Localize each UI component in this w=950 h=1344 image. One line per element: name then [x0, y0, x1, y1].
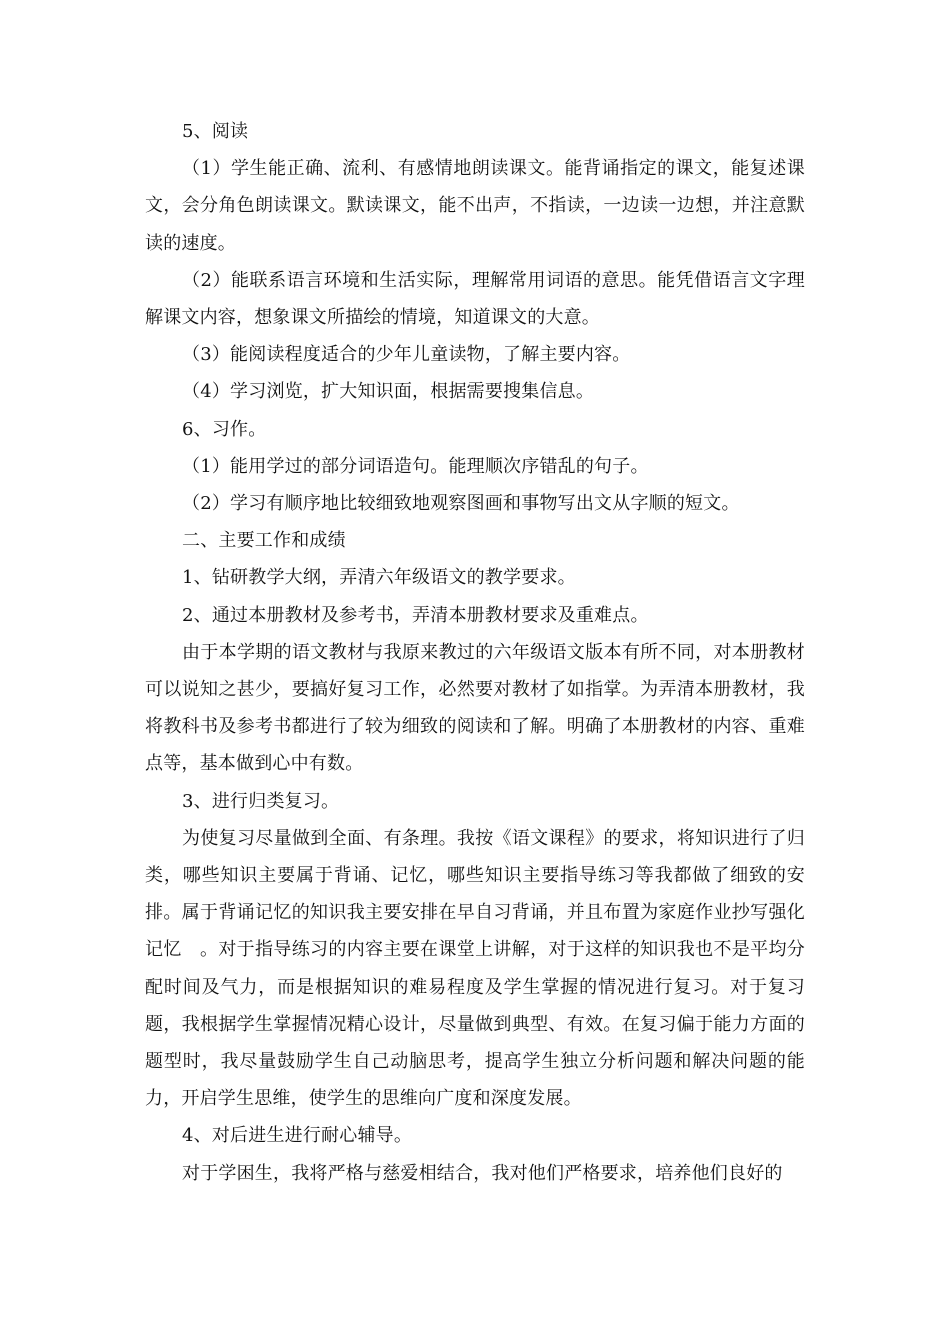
reading-item-3: （3）能阅读程度适合的少年儿童读物，了解主要内容。 — [182, 344, 631, 366]
reading-item-1: （1）学生能正确、流利、有感情地朗读课文。能背诵指定的课文，能复述课文，会分角色朗读课文。默读课文，能不出声，不指读，一边读一边想，并注意默读的速度。 — [145, 158, 805, 254]
writing-item-1: （1）能用学过的部分词语造句。能理顺次序错乱的句子。 — [182, 455, 649, 477]
reading-item-2: （2）能联系语言环境和生活实际，理解常用词语的意思。能凭借语言文字理解课文内容，想象课文所描绘的情境，知道课文的大意。 — [145, 269, 805, 329]
paragraph-review: 为使复习尽量做到全面、有条理。我按《语文课程》的要求，将知识进行了归类，哪些知识主要属于背诵、记忆，哪些知识主要指导练习等我都做了细致的安排。属于背诵记忆的知识我主要安排在早自习背诵，并且布置为家庭作业抄写强化记忆 。对于指导练习的内容主要在课堂上讲解，对于这样的知识我也不是平均分配时间及气力，而是根据知识的难易程度及学生掌握的情况进行复习。对于复习题，我根据学生掌握情况精心设计，尽量做到典型、有效。在复习偏于能力方面的题型时，我尽量鼓励学生自己动脑思考，提高学生独立分析问题和解决问题的能力，开启学生思维，使学生的思维向广度和深度发展。 — [145, 827, 805, 1110]
paragraph-tutoring: 对于学困生，我将严格与慈爱相结合，我对他们严格要求，培养他们良好的 — [182, 1162, 783, 1184]
heading-reading: 5、阅读 — [182, 121, 249, 142]
paragraph-textbook: 由于本学期的语文教材与我原来教过的六年级语文版本有所不同，对本册教材可以说知之甚少，要搞好复习工作，必然要对教材了如指掌。为弄清本册教材，我将教科书及参考书都进行了较为细致的阅读和了解。明确了本册教材的内容、重难点等，基本做到心中有数。 — [145, 641, 805, 775]
work-item-3: 3、进行归类复习。 — [182, 790, 340, 812]
document-body — [145, 113, 805, 1192]
section-heading-work: 二、主要工作和成绩 — [182, 530, 346, 552]
work-item-2: 2、通过本册教材及参考书，弄清本册教材要求及重难点。 — [182, 604, 649, 626]
writing-item-2: （2）学习有顺序地比较细致地观察图画和事物写出文从字顺的短文。 — [182, 493, 740, 515]
heading-writing: 6、习作。 — [182, 418, 267, 440]
reading-item-4: （4）学习浏览，扩大知识面，根据需要搜集信息。 — [182, 381, 595, 403]
work-item-1: 1、钻研教学大纲，弄清六年级语文的教学要求。 — [182, 567, 576, 589]
work-item-4: 4、对后进生进行耐心辅导。 — [182, 1125, 413, 1147]
